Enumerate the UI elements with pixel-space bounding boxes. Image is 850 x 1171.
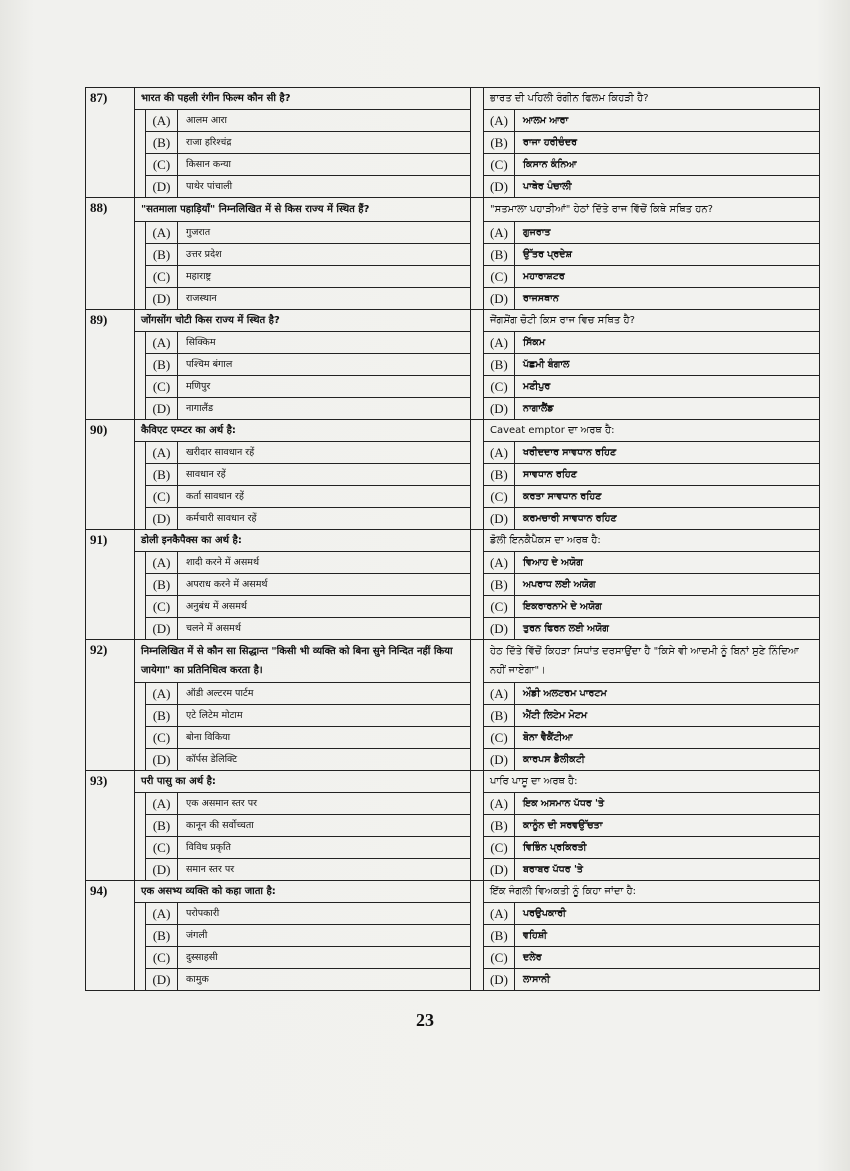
option-letter: (C) [146, 596, 178, 617]
option-letter: (C) [484, 486, 515, 507]
punjabi-column [484, 310, 820, 420]
option-text: अनुबंध में असमर्थ [186, 601, 247, 612]
option-letter: (B) [484, 815, 515, 836]
option-row [484, 398, 819, 419]
option-letter: (B) [484, 574, 515, 595]
option-letter: (C) [484, 266, 515, 287]
option-text: ਨਾਗਾਲੈਂਡ [523, 403, 554, 414]
option-text: कर्मचारी सावधान रहें [186, 513, 257, 524]
punjabi-column [484, 88, 820, 198]
question-number: 88) [86, 198, 135, 310]
page-number: 23 [416, 1010, 434, 1030]
option-row [484, 508, 819, 529]
option-row [484, 376, 819, 398]
option-letter: (D) [146, 176, 178, 197]
question-row [86, 198, 820, 310]
punjabi-column [484, 198, 820, 310]
option-letter: (B) [484, 244, 515, 265]
option-letter: (B) [484, 132, 515, 153]
punjabi-column [484, 420, 820, 530]
option-letter: (C) [484, 376, 515, 397]
question-text-hindi: जोंगसोंग चोटी किस राज्य में स्थित है? [135, 310, 470, 332]
option-row [484, 486, 819, 508]
option-row [146, 486, 470, 508]
option-letter: (A) [484, 110, 515, 131]
option-row [146, 947, 470, 969]
hindi-column [135, 771, 471, 881]
option-text: अपराध करने में असमर्थ [186, 579, 268, 590]
option-letter: (C) [484, 837, 515, 858]
option-text: ਦਲੇਰ [523, 952, 542, 963]
option-text: राजा हरिश्चंद्र [186, 137, 232, 148]
option-text: ਪਰਉਪਕਾਰੀ [523, 908, 566, 919]
option-text: किसान कन्या [186, 159, 232, 170]
option-row [146, 132, 470, 154]
option-row [146, 154, 470, 176]
option-row [484, 244, 819, 266]
option-letter: (C) [484, 154, 515, 175]
option-row [484, 332, 819, 354]
option-letter: (A) [484, 683, 515, 704]
option-text: ਕਾਨੂੰਨ ਦੀ ਸਰਵਉੱਚਤਾ [523, 820, 603, 831]
option-letter: (B) [484, 705, 515, 726]
question-number: 90) [86, 420, 135, 530]
punjabi-column [484, 530, 820, 640]
question-text-hindi: "सतमाला पहाड़ियाँ" निम्नलिखित में से किस राज्य में स्थित हैं? [135, 198, 470, 222]
column-divider [471, 771, 484, 881]
question-text-punjabi: ਪਾਰਿ ਪਾਸੂ ਦਾ ਅਰਥ ਹੈ: [484, 771, 819, 793]
option-row [146, 705, 470, 727]
hindi-column [135, 640, 471, 771]
question-text-hindi: एक असभ्य व्यक्ति को कहा जाता है: [135, 881, 470, 903]
options-list [145, 793, 470, 880]
option-row [146, 110, 470, 132]
option-letter: (D) [484, 618, 515, 639]
option-row [146, 618, 470, 639]
option-row [146, 969, 470, 990]
option-text: ਪੱਛਮੀ ਬੰਗਾਲ [523, 359, 570, 370]
column-divider [471, 640, 484, 771]
option-letter: (A) [484, 793, 515, 814]
option-letter: (A) [146, 793, 178, 814]
option-letter: (B) [146, 574, 178, 595]
option-letter: (C) [484, 596, 515, 617]
option-row [484, 154, 819, 176]
option-letter: (B) [484, 925, 515, 946]
option-text: ਉੱਤਰ ਪ੍ਰਦੇਸ਼ [523, 249, 572, 260]
option-text: ਸਿੱਕਮ [523, 337, 546, 348]
hindi-column [135, 420, 471, 530]
option-text: ਸਾਵਧਾਨ ਰਹਿਣ [523, 469, 577, 480]
options-list [484, 903, 819, 990]
option-row [146, 552, 470, 574]
column-divider [471, 310, 484, 420]
option-letter: (D) [146, 398, 178, 419]
option-row [484, 618, 819, 639]
option-row [484, 859, 819, 880]
question-text-hindi: कैविएट एम्प्टर का अर्थ है: [135, 420, 470, 442]
option-text: समान स्तर पर [186, 864, 235, 875]
option-text: ਪਾਥੇਰ ਪੰਚਾਲੀ [523, 181, 572, 192]
options-list [145, 110, 470, 197]
option-text: गुजरात [186, 227, 211, 238]
option-text: ਖਰੀਦਦਾਰ ਸਾਵਧਾਨ ਰਹਿਣ [523, 447, 617, 458]
option-text: नागालैंड [186, 403, 214, 414]
options-list [484, 683, 819, 770]
option-letter: (C) [146, 486, 178, 507]
option-letter: (A) [146, 442, 178, 463]
option-letter: (D) [146, 288, 178, 309]
option-row [146, 332, 470, 354]
option-letter: (D) [484, 176, 515, 197]
option-row [484, 705, 819, 727]
option-row [146, 859, 470, 880]
question-table [85, 87, 820, 991]
option-text: ਮਣੀਪੁਰ [523, 381, 551, 392]
option-row [146, 508, 470, 529]
question-text-hindi: भारत की पहली रंगीन फिल्म कौन सी है? [135, 88, 470, 110]
option-row [146, 727, 470, 749]
question-text-punjabi: ਭਾਰਤ ਦੀ ਪਹਿਲੀ ਰੰਗੀਨ ਫਿਲਮ ਕਿਹੜੀ ਹੈ? [484, 88, 819, 110]
question-text-punjabi: ਇੱਕ ਜੰਗਲੀ ਵਿਅਕਤੀ ਨੂੰ ਕਿਹਾ ਜਾਂਦਾ ਹੈ: [484, 881, 819, 903]
option-text: मणिपुर [186, 381, 211, 392]
option-row [484, 132, 819, 154]
question-number: 89) [86, 310, 135, 420]
option-row [484, 464, 819, 486]
option-letter: (C) [146, 266, 178, 287]
option-text: ਤੁਰਨ ਫਿਰਨ ਲਈ ਅਯੋਗ [523, 623, 609, 634]
option-text: ਆਲਮ ਆਰਾ [523, 115, 569, 126]
hindi-column [135, 881, 471, 991]
option-letter: (B) [146, 244, 178, 265]
option-text: ਬਰਾਬਰ ਪੱਧਰ 'ਤੇ [523, 864, 583, 875]
options-list [484, 552, 819, 639]
option-text: राजस्थान [186, 293, 217, 304]
option-row [484, 266, 819, 288]
option-letter: (D) [146, 749, 178, 770]
option-row [146, 815, 470, 837]
options-list [484, 222, 819, 309]
option-letter: (D) [484, 969, 515, 990]
options-list [145, 903, 470, 990]
option-row [146, 376, 470, 398]
option-letter: (A) [146, 110, 178, 131]
option-row [484, 837, 819, 859]
question-text-punjabi: ਡੋਲੀ ਇਨਕੈਪੈਕਸ ਦਾ ਅਰਥ ਹੈ: [484, 530, 819, 552]
hindi-column [135, 310, 471, 420]
option-row [484, 925, 819, 947]
question-text-punjabi: ਜੋਂਗਸੋਂਗ ਚੋਟੀ ਕਿਸ ਰਾਜ ਵਿਚ ਸਥਿਤ ਹੈ? [484, 310, 819, 332]
option-row [484, 947, 819, 969]
option-letter: (D) [484, 859, 515, 880]
punjabi-column [484, 640, 820, 771]
options-list [484, 110, 819, 197]
option-row [484, 552, 819, 574]
option-letter: (B) [146, 705, 178, 726]
option-row [146, 288, 470, 309]
option-row [146, 793, 470, 815]
option-text: ਵਹਿਸ਼ੀ [523, 930, 548, 941]
option-text: ਔਡੀ ਅਲਟਰਮ ਪਾਰਟਮ [523, 688, 607, 699]
option-letter: (D) [146, 859, 178, 880]
option-text: ਕਰਮਚਾਰੀ ਸਾਵਧਾਨ ਰਹਿਣ [523, 513, 617, 524]
punjabi-column [484, 881, 820, 991]
option-text: ਕਿਸਾਨ ਕੰਨਿਆ [523, 159, 577, 170]
option-text: खरीदार सावधान रहें [186, 447, 255, 458]
options-list [484, 442, 819, 529]
option-text: आलम आरा [186, 115, 227, 126]
option-row [484, 903, 819, 925]
option-text: दुस्साहसी [186, 952, 218, 963]
option-row [484, 815, 819, 837]
option-row [484, 793, 819, 815]
option-text: महाराष्ट्र [186, 271, 212, 282]
option-text: सिक्किम [186, 337, 216, 348]
option-row [146, 596, 470, 618]
option-letter: (D) [484, 288, 515, 309]
option-letter: (A) [484, 903, 515, 924]
option-letter: (A) [146, 683, 178, 704]
option-row [484, 288, 819, 309]
option-letter: (A) [484, 332, 515, 353]
option-letter: (C) [146, 837, 178, 858]
option-letter: (B) [484, 464, 515, 485]
option-row [146, 176, 470, 197]
option-text: ਕਾਰਪਸ ਡੈਲੀਕਟੀ [523, 754, 585, 765]
option-text: विविध प्रकृति [186, 842, 231, 853]
option-letter: (B) [146, 354, 178, 375]
option-letter: (D) [146, 508, 178, 529]
option-text: ਅਪਰਾਧ ਲਈ ਅਯੋਗ [523, 579, 596, 590]
option-text: ਵਿਭਿੰਨ ਪ੍ਰਕਿਰਤੀ [523, 842, 587, 853]
option-row [484, 969, 819, 990]
option-text: ਲਾਸਾਨੀ [523, 974, 550, 985]
hindi-column [135, 198, 471, 310]
option-letter: (B) [146, 464, 178, 485]
options-list [145, 552, 470, 639]
option-letter: (A) [484, 442, 515, 463]
question-text-punjabi: Caveat emptor ਦਾ ਅਰਥ ਹੈ: [484, 420, 819, 442]
option-text: ਇਕ ਅਸਮਾਨ ਪੱਧਰ 'ਤੇ [523, 798, 605, 809]
question-row [86, 771, 820, 881]
options-list [484, 332, 819, 419]
option-text: उत्तर प्रदेश [186, 249, 222, 260]
question-row [86, 881, 820, 991]
option-text: ਰਾਜਾ ਹਰੀਚੰਦਰ [523, 137, 577, 148]
option-text: ਐਂਟੀ ਲਿਟੇਮ ਮੋਟਮ [523, 710, 588, 721]
option-row [146, 244, 470, 266]
question-number: 91) [86, 530, 135, 640]
option-letter: (A) [146, 222, 178, 243]
option-row [146, 903, 470, 925]
option-text: ਇਕਰਾਰਨਾਮੇ ਦੇ ਅਯੋਗ [523, 601, 602, 612]
option-text: ऑडी अल्टरम पार्टम [186, 688, 254, 699]
option-row [484, 442, 819, 464]
option-text: बोना विकिया [186, 732, 231, 743]
option-row [146, 837, 470, 859]
options-list [145, 442, 470, 529]
column-divider [471, 881, 484, 991]
option-row [146, 266, 470, 288]
option-letter: (B) [484, 354, 515, 375]
option-letter: (C) [146, 376, 178, 397]
option-row [146, 398, 470, 419]
option-row [146, 222, 470, 244]
option-row [484, 176, 819, 197]
option-text: कर्ता सावधान रहें [186, 491, 244, 502]
option-text: ਬੋਨਾ ਵੈਕੈਂਟੀਆ [523, 732, 573, 743]
question-number: 87) [86, 88, 135, 198]
option-row [146, 749, 470, 770]
question-text-punjabi: ਹੇਠ ਦਿੱਤੇ ਵਿੱਚੋਂ ਕਿਹੜਾ ਸਿਧਾਂਤ ਦਰਸਾਉਂਦਾ ਹੈ "ਕਿਸੇ ਵੀ ਆਦਮੀ ਨੂੰ ਬਿਨਾਂ ਸੁਣੇ ਨਿੰਦਿਆ ਨਹੀਂ ਜਾਏਗਾ"। [484, 640, 819, 683]
option-letter: (D) [484, 749, 515, 770]
option-row [484, 574, 819, 596]
option-text: ਕਰਤਾ ਸਾਵਧਾਨ ਰਹਿਣ [523, 491, 602, 502]
option-letter: (A) [146, 332, 178, 353]
option-text: सावधान रहें [186, 469, 226, 480]
option-letter: (B) [146, 815, 178, 836]
option-letter: (D) [146, 618, 178, 639]
option-row [484, 727, 819, 749]
question-number: 93) [86, 771, 135, 881]
option-letter: (B) [146, 132, 178, 153]
option-letter: (A) [146, 552, 178, 573]
option-letter: (D) [146, 969, 178, 990]
option-text: एटे लिटेम मोटाम [186, 710, 243, 721]
option-text: शादी करने में असमर्थ [186, 557, 260, 568]
question-row [86, 310, 820, 420]
options-list [145, 332, 470, 419]
option-text: पश्चिम बंगाल [186, 359, 233, 370]
option-letter: (D) [484, 508, 515, 529]
option-letter: (C) [146, 727, 178, 748]
option-text: ਗੁਜਰਾਤ [523, 227, 551, 238]
punjabi-column [484, 771, 820, 881]
option-text: जंगली [186, 930, 208, 941]
hindi-column [135, 88, 471, 198]
option-text: ਰਾਜਸਥਾਨ [523, 293, 559, 304]
option-row [484, 749, 819, 770]
option-letter: (B) [146, 925, 178, 946]
question-row [86, 640, 820, 771]
option-text: कामुक [186, 974, 209, 985]
option-letter: (C) [146, 947, 178, 968]
option-text: चलने में असमर्थ [186, 623, 241, 634]
option-row [146, 925, 470, 947]
option-letter: (C) [484, 727, 515, 748]
option-text: एक असमान स्तर पर [186, 798, 257, 809]
question-text-hindi: डोली इनकैपैक्स का अर्थ है: [135, 530, 470, 552]
option-letter: (D) [484, 398, 515, 419]
column-divider [471, 88, 484, 198]
option-letter: (C) [146, 154, 178, 175]
option-row [146, 442, 470, 464]
question-text-punjabi: "ਸਤਮਾਲਾ ਪਹਾੜੀਆਂ" ਹੇਠਾਂ ਦਿੱਤੇ ਰਾਜ ਵਿੱਚੋਂ ਕਿਥੇ ਸਥਿਤ ਹਨ? [484, 198, 819, 222]
column-divider [471, 198, 484, 310]
column-divider [471, 530, 484, 640]
question-row [86, 420, 820, 530]
option-letter: (A) [146, 903, 178, 924]
option-row [146, 683, 470, 705]
column-divider [471, 420, 484, 530]
option-text: परोपकारी [186, 908, 220, 919]
option-letter: (C) [484, 947, 515, 968]
question-number: 92) [86, 640, 135, 771]
hindi-column [135, 530, 471, 640]
option-row [484, 110, 819, 132]
options-list [484, 793, 819, 880]
option-text: ਮਹਾਰਾਸ਼ਟਰ [523, 271, 565, 282]
question-number: 94) [86, 881, 135, 991]
option-row [146, 464, 470, 486]
option-text: कॉर्पस डेलिक्टि [186, 754, 238, 765]
option-text: ਵਿਆਹ ਦੇ ਅਯੋਗ [523, 557, 583, 568]
option-row [484, 596, 819, 618]
option-letter: (A) [484, 552, 515, 573]
question-row [86, 530, 820, 640]
question-row [86, 88, 820, 198]
option-row [484, 683, 819, 705]
option-row [484, 222, 819, 244]
option-letter: (A) [484, 222, 515, 243]
option-row [146, 354, 470, 376]
options-list [145, 683, 470, 770]
option-text: कानून की सर्वोच्चता [186, 820, 254, 831]
option-row [484, 354, 819, 376]
question-text-hindi: परी पासु का अर्थ है: [135, 771, 470, 793]
option-text: पाथेर पांचाली [186, 181, 233, 192]
option-row [146, 574, 470, 596]
question-text-hindi: निम्नलिखित में से कौन सा सिद्धान्त "किसी भी व्यक्ति को बिना सुने निन्दित नहीं किया जायेगा" का प्रतिनिधित्व करता है। [135, 640, 470, 683]
options-list [145, 222, 470, 309]
